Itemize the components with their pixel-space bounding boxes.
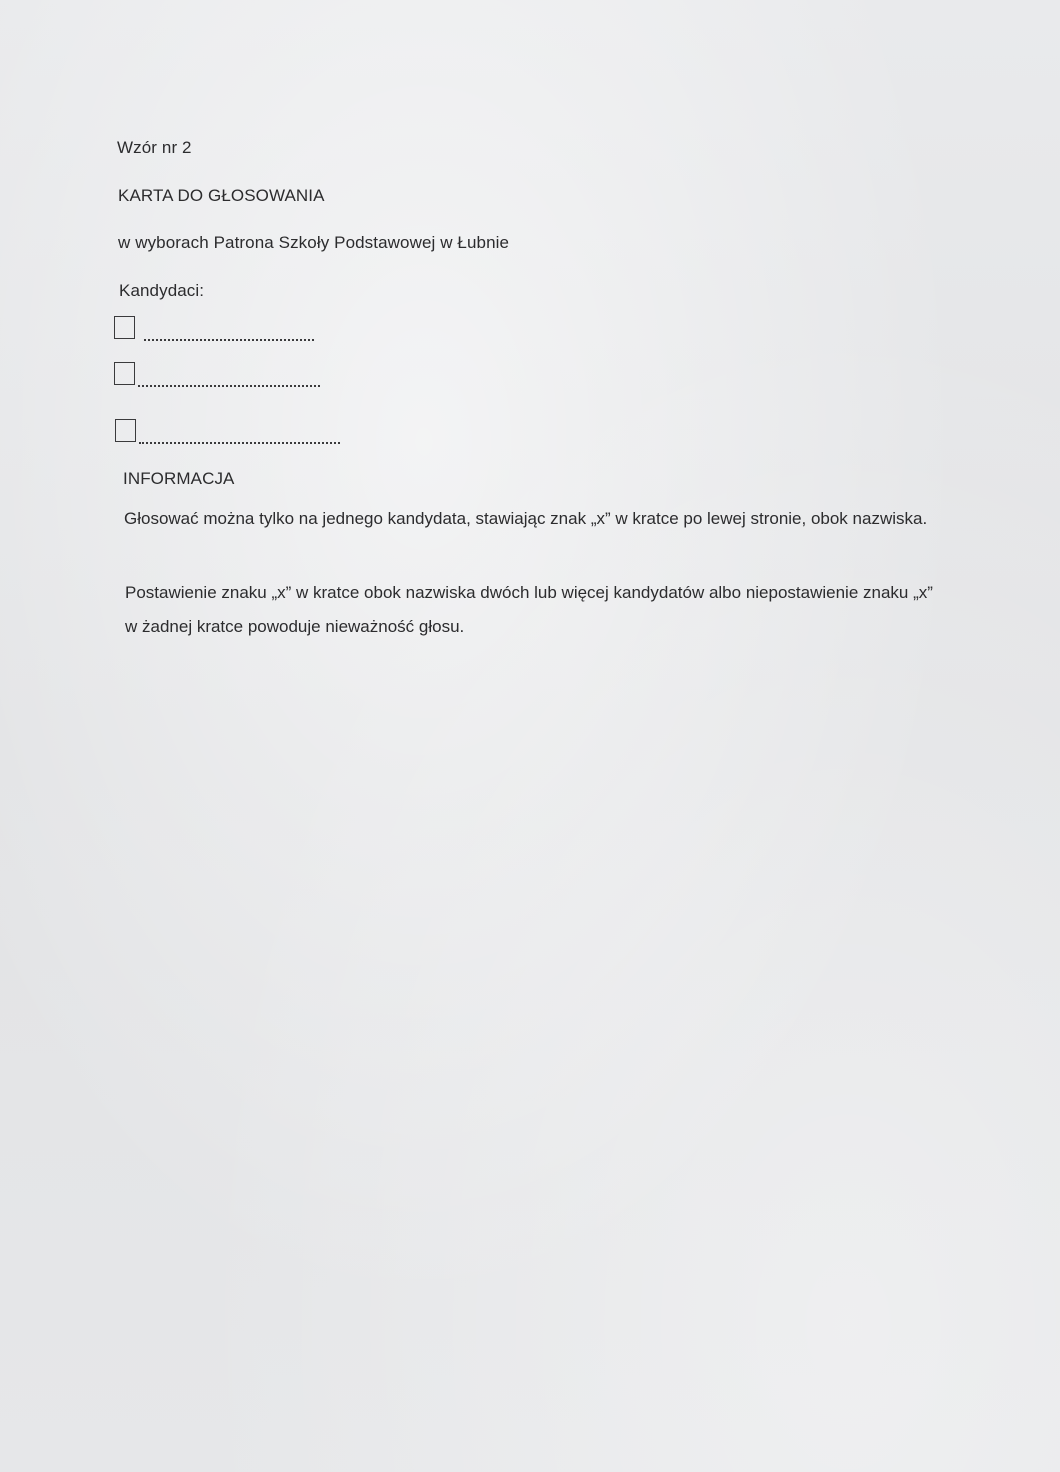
candidate-checkbox-1[interactable] [114, 316, 135, 339]
candidate-row-1 [114, 316, 314, 339]
candidate-row-3 [115, 419, 340, 442]
candidate-checkbox-2[interactable] [114, 362, 135, 385]
candidates-label: Kandydaci: [119, 281, 205, 300]
information-paragraph-2: Postawienie znaku „x” w kratce obok nazwiska dwóch lub więcej kandydatów albo niepostawienie znaku „x” w żadnej kratce powoduje nieważność głosu. [125, 583, 933, 636]
information-heading: INFORMACJA [123, 469, 235, 488]
candidate-row-2 [114, 362, 320, 385]
template-number: Wzór nr 2 [117, 138, 192, 157]
information-paragraph-1: Głosować można tylko na jednego kandydata, stawiając znak „x” w kratce po lewej stronie, obok nazwiska. [124, 509, 928, 528]
candidate-name-line-3 [139, 442, 340, 444]
candidate-checkbox-3[interactable] [115, 419, 136, 442]
ballot-title: KARTA DO GŁOSOWANIA [118, 186, 325, 205]
ballot-subtitle: w wyborach Patrona Szkoły Podstawowej w Łubnie [118, 233, 510, 252]
candidate-name-line-2 [138, 385, 320, 387]
candidate-name-line-1 [144, 339, 314, 341]
